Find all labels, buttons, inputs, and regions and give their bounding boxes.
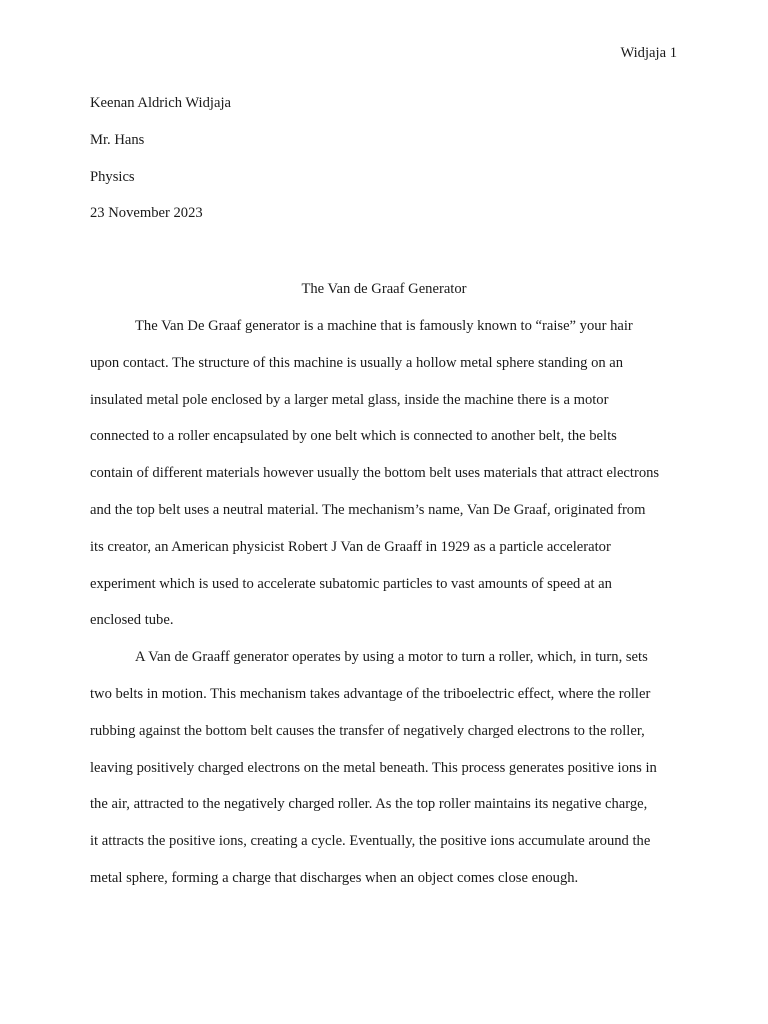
body-line: it attracts the positive ions, creating a cycle. Eventually, the positive ions accumulate around the [90,833,651,850]
body-line: connected to a roller encapsulated by one belt which is connected to another belt, the belts [90,428,617,445]
body-line: contain of different materials however usually the bottom belt uses materials that attract electrons [90,465,660,482]
body-line: metal sphere, forming a charge that discharges when an object comes close enough. [90,869,579,886]
author-name: Keenan Aldrich Widjaja [90,95,231,111]
body-line: its creator, an American physicist Robert J Van de Graaff in 1929 as a particle accelerator [90,538,611,555]
body-line: the air, attracted to the negatively charged roller. As the top roller maintains its negative charge, [90,796,648,813]
body-line: and the top belt uses a neutral material. The mechanism’s name, Van De Graaf, originated from [90,501,646,518]
essay-body [90,308,685,897]
paragraph-1 [90,308,685,639]
body-line: A Van de Graaff generator operates by using a motor to turn a roller, which, in turn, sets [135,649,648,666]
essay-title: The Van de Graaf Generator [301,281,467,297]
document-date: 23 November 2023 [90,205,203,222]
paragraph-2 [90,639,685,897]
body-line: leaving positively charged electrons on the metal beneath. This process generates positive ions in [90,759,657,776]
running-head: Widjaja 1 [620,45,677,61]
mla-heading [90,94,680,241]
body-line: rubbing against the bottom belt causes the transfer of negatively charged electrons to the roller, [90,722,645,739]
course-name: Physics [90,168,135,185]
body-line: insulated metal pole enclosed by a larger metal glass, inside the machine there is a motor [90,391,609,408]
body-line: enclosed tube. [90,612,174,629]
instructor-name: Mr. Hans [90,131,145,148]
body-line: upon contact. The structure of this machine is usually a hollow metal sphere standing on an [90,354,624,371]
body-line: The Van De Graaf generator is a machine that is famously known to “raise” your hair [135,318,633,334]
body-line: experiment which is used to accelerate subatomic particles to vast amounts of speed at an [90,575,612,592]
body-line: two belts in motion. This mechanism takes advantage of the triboelectric effect, where the roller [90,685,651,702]
